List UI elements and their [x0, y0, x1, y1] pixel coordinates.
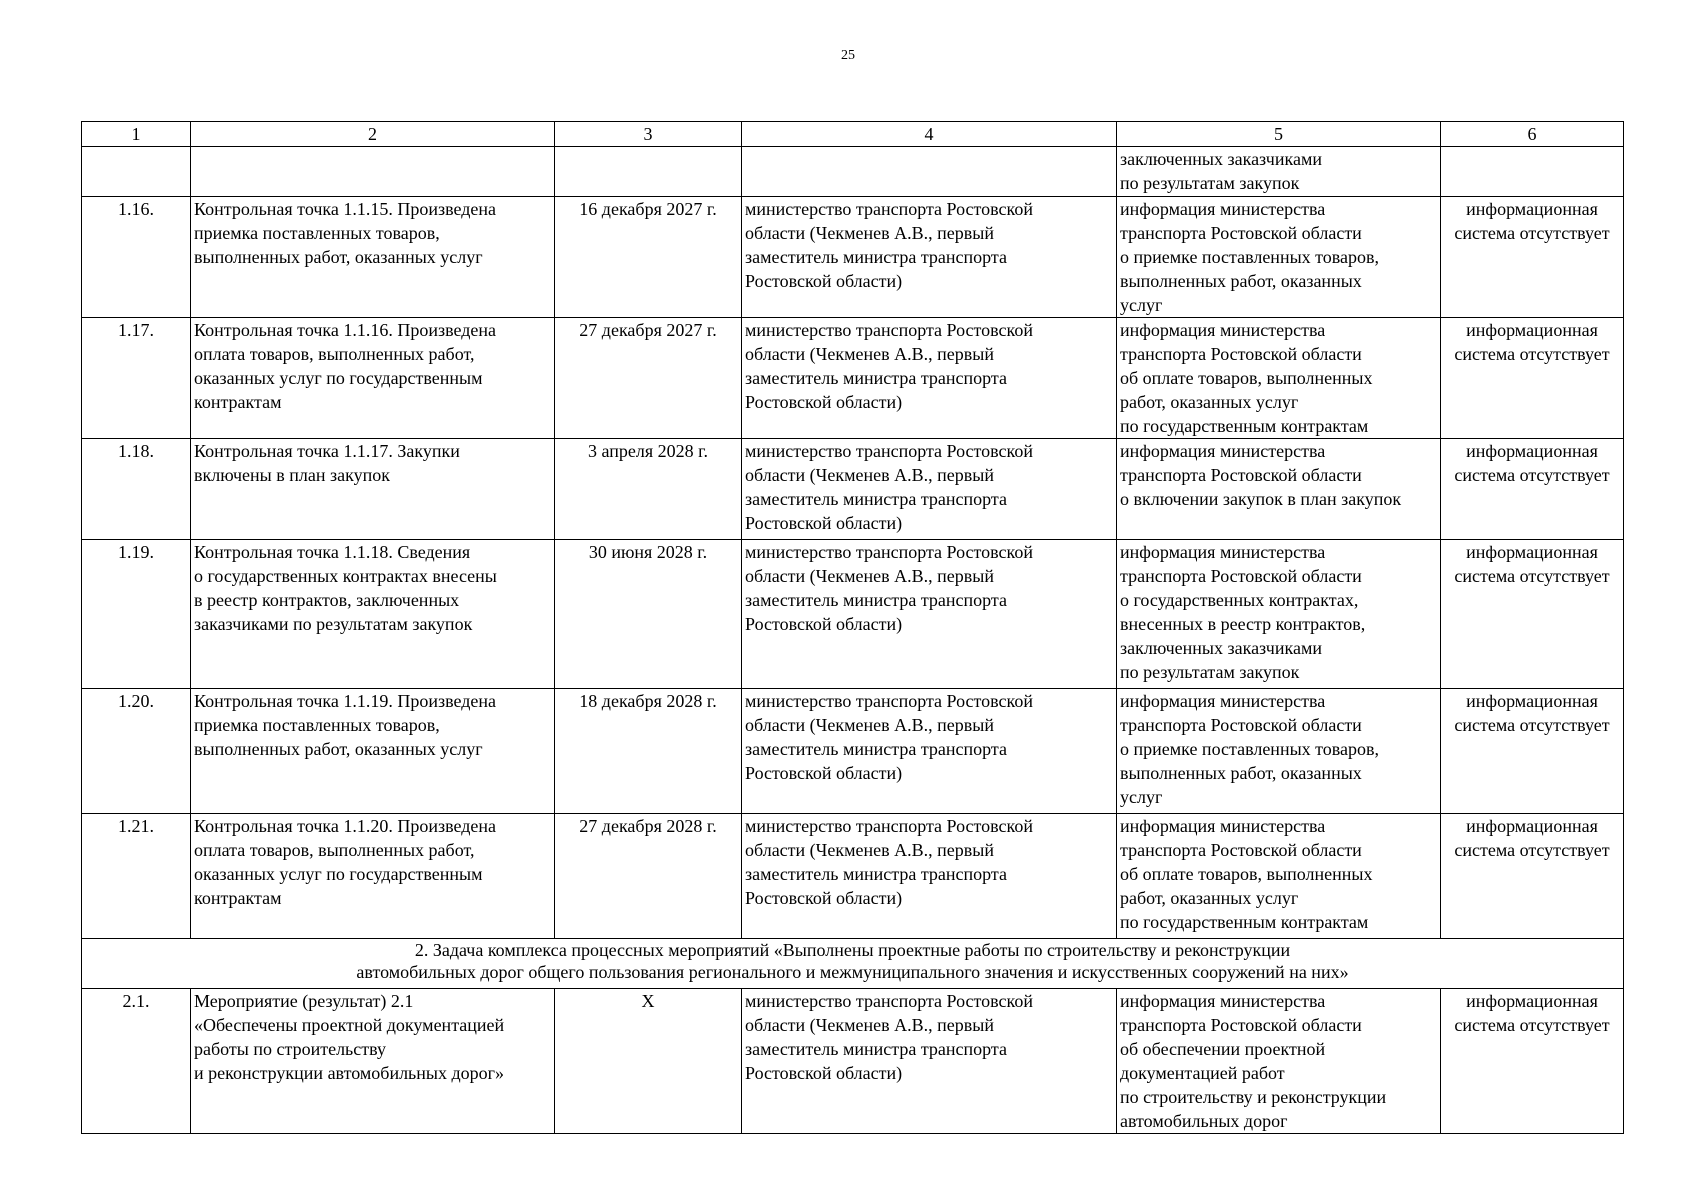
header-cell: 5 — [1117, 122, 1441, 147]
header-cell: 4 — [742, 122, 1117, 147]
row-name: Контрольная точка 1.1.15. Произведена приемка поставленных товаров, выполненных работ, оказанных услуг — [191, 197, 555, 318]
row-number: 1.21. — [82, 814, 191, 939]
row-system: информационная система отсутствует — [1441, 540, 1624, 689]
header-cell: 6 — [1441, 122, 1624, 147]
row-responsible: министерство транспорта Ростовской области (Чекменев А.В., первый заместитель министра транспорта Ростовской области) — [742, 318, 1117, 439]
row-responsible: министерство транспорта Ростовской области (Чекменев А.В., первый заместитель министра транспорта Ростовской области) — [742, 814, 1117, 939]
header-cell: 3 — [555, 122, 742, 147]
table-row — [82, 540, 1624, 689]
row-date: 18 декабря 2028 г. — [555, 689, 742, 814]
row-number: 1.20. — [82, 689, 191, 814]
page-number: 25 — [841, 48, 855, 63]
row-system: информационная система отсутствует — [1441, 197, 1624, 318]
table-row — [82, 989, 1624, 1134]
row-document: информация министерства транспорта Ростовской области о государственных контрактах, внесенных в реестр контрактов, заключенных заказчиками по результатам закупок — [1117, 540, 1441, 689]
row-date: 3 апреля 2028 г. — [555, 439, 742, 540]
row-date: X — [555, 989, 742, 1134]
row-date: 16 декабря 2027 г. — [555, 197, 742, 318]
row-number: 1.16. — [82, 197, 191, 318]
row-system: информационная система отсутствует — [1441, 989, 1624, 1134]
row-document: информация министерства транспорта Ростовской области о приемке поставленных товаров, выполненных работ, оказанных услуг — [1117, 689, 1441, 814]
row-system: информационная система отсутствует — [1441, 439, 1624, 540]
table-row — [82, 147, 1624, 197]
row-document: заключенных заказчиками по результатам закупок — [1117, 147, 1441, 197]
row-responsible: министерство транспорта Ростовской области (Чекменев А.В., первый заместитель министра транспорта Ростовской области) — [742, 540, 1117, 689]
row-responsible: министерство транспорта Ростовской области (Чекменев А.В., первый заместитель министра транспорта Ростовской области) — [742, 989, 1117, 1134]
row-responsible: министерство транспорта Ростовской области (Чекменев А.В., первый заместитель министра транспорта Ростовской области) — [742, 439, 1117, 540]
table-row — [82, 439, 1624, 540]
row-document: информация министерства транспорта Ростовской области о включении закупок в план закупок — [1117, 439, 1441, 540]
table-row — [82, 197, 1624, 318]
row-name: Контрольная точка 1.1.19. Произведена приемка поставленных товаров, выполненных работ, оказанных услуг — [191, 689, 555, 814]
row-system: информационная система отсутствует — [1441, 814, 1624, 939]
header-cell: 2 — [191, 122, 555, 147]
row-document: информация министерства транспорта Ростовской области об обеспечении проектной документацией работ по строительству и реконструкции автомобильных дорог — [1117, 989, 1441, 1134]
row-document: информация министерства транспорта Ростовской области о приемке поставленных товаров, выполненных работ, оказанных услуг — [1117, 197, 1441, 318]
row-responsible — [742, 147, 1117, 197]
row-name — [191, 147, 555, 197]
row-number: 2.1. — [82, 989, 191, 1134]
row-number: 1.18. — [82, 439, 191, 540]
table-header-row — [82, 122, 1624, 147]
row-document: информация министерства транспорта Ростовской области об оплате товаров, выполненных работ, оказанных услуг по государственным контрактам — [1117, 814, 1441, 939]
row-date: 30 июня 2028 г. — [555, 540, 742, 689]
table-row — [82, 689, 1624, 814]
row-number: 1.19. — [82, 540, 191, 689]
row-system: информационная система отсутствует — [1441, 318, 1624, 439]
row-name: Мероприятие (результат) 2.1 «Обеспечены проектной документацией работы по строительству и реконструкции автомобильных дорог» — [191, 989, 555, 1134]
row-number: 1.17. — [82, 318, 191, 439]
row-document: информация министерства транспорта Ростовской области об оплате товаров, выполненных работ, оказанных услуг по государственным контрактам — [1117, 318, 1441, 439]
row-name: Контрольная точка 1.1.18. Сведения о государственных контрактах внесены в реестр контрактов, заключенных заказчиками по результатам закупок — [191, 540, 555, 689]
row-responsible: министерство транспорта Ростовской области (Чекменев А.В., первый заместитель министра транспорта Ростовской области) — [742, 689, 1117, 814]
row-system: информационная система отсутствует — [1441, 689, 1624, 814]
row-date: 27 декабря 2027 г. — [555, 318, 742, 439]
section-header-row — [82, 939, 1624, 989]
table-row — [82, 814, 1624, 939]
row-name: Контрольная точка 1.1.20. Произведена оплата товаров, выполненных работ, оказанных услуг по государственным контрактам — [191, 814, 555, 939]
row-responsible: министерство транспорта Ростовской области (Чекменев А.В., первый заместитель министра транспорта Ростовской области) — [742, 197, 1117, 318]
row-date — [555, 147, 742, 197]
row-system — [1441, 147, 1624, 197]
header-cell: 1 — [82, 122, 191, 147]
plan-table — [81, 121, 1624, 1134]
row-date: 27 декабря 2028 г. — [555, 814, 742, 939]
row-name: Контрольная точка 1.1.17. Закупки включены в план закупок — [191, 439, 555, 540]
section-title: 2. Задача комплекса процессных мероприятий «Выполнены проектные работы по строительству и реконструкции автомобильных дорог общего пользования регионального и межмуниципального значения и искусственных сооружений на них» — [82, 939, 1624, 989]
table-row — [82, 318, 1624, 439]
row-number — [82, 147, 191, 197]
row-name: Контрольная точка 1.1.16. Произведена оплата товаров, выполненных работ, оказанных услуг по государственным контрактам — [191, 318, 555, 439]
